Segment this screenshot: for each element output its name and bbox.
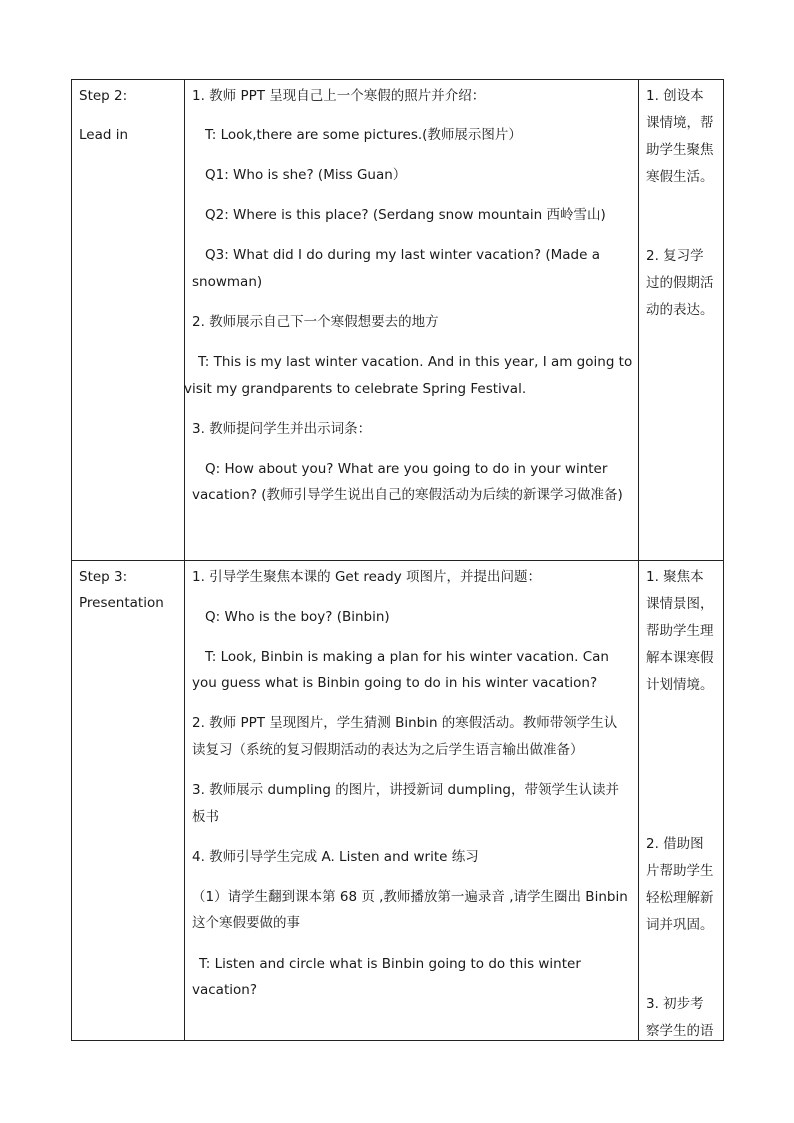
content-line: you guess what is Binbin going to do in his winter vacation? xyxy=(192,675,598,691)
content-line: 4. 教师引导学生完成 A. Listen and write 练习 xyxy=(192,849,479,865)
aim-line: 助学生聚焦 xyxy=(646,142,714,158)
aim-line: 片帮助学生 xyxy=(646,863,714,879)
content-line: 2. 教师展示自己下一个寒假想要去的地方 xyxy=(192,314,439,330)
aim-line: 1. 聚焦本 xyxy=(646,569,704,585)
column-divider-2 xyxy=(638,79,639,1041)
content-line: Q: Who is the boy? (Binbin) xyxy=(205,609,390,625)
content-line: 3. 教师展示 dumpling 的图片，讲授新词 dumpling，带领学生认读并 xyxy=(192,782,619,798)
table-border-top xyxy=(71,79,724,80)
aim-line: 寒假生活。 xyxy=(646,169,714,185)
step-name: Presentation xyxy=(79,595,164,611)
content-line: visit my grandparents to celebrate Spring Festival. xyxy=(184,381,527,397)
aim-line: 2. 借助图 xyxy=(646,836,704,852)
aim-line: 2. 复习学 xyxy=(646,248,704,264)
column-divider-1 xyxy=(184,79,185,1041)
step-title: Step 2: xyxy=(79,88,128,104)
content-line: 读复习（系统的复习假期活动的表达为之后学生语言输出做准备） xyxy=(192,742,584,758)
step-name: Lead in xyxy=(79,127,129,143)
content-line: 3. 教师提问学生并出示词条： xyxy=(192,421,372,437)
step-title: Step 3: xyxy=(79,569,128,585)
content-line: 1. 引导学生聚焦本课的 Get ready 项图片，并提出问题： xyxy=(192,569,541,585)
aim-line: 轻松理解新 xyxy=(646,890,714,906)
table-border-left xyxy=(71,79,72,1041)
aim-line: 课情景图， xyxy=(646,596,714,612)
aim-line: 计划情境。 xyxy=(646,677,714,693)
aim-line: 3. 初步考 xyxy=(646,996,704,1012)
content-line: T: Listen and circle what is Binbin going to do this winter xyxy=(199,956,581,972)
content-line: （1）请学生翻到课本第 68 页 ,教师播放第一遍录音 ,请学生圈出 Binbin xyxy=(192,889,628,905)
content-line: T: Look,there are some pictures.(教师展示图片） xyxy=(205,127,522,143)
content-line: T: This is my last winter vacation. And in this year, I am going to xyxy=(198,354,633,370)
aim-line: 帮助学生理 xyxy=(646,623,714,639)
content-line: Q1: Who is she? (Miss Guan） xyxy=(205,167,407,183)
content-line: 板书 xyxy=(192,809,219,825)
row-divider xyxy=(71,560,724,561)
aim-line: 1. 创设本 xyxy=(646,88,704,104)
content-line: 这个寒假要做的事 xyxy=(192,915,300,931)
content-line: T: Look, Binbin is making a plan for his winter vacation. Can xyxy=(205,649,609,665)
content-line: 2. 教师 PPT 呈现图片，学生猜测 Binbin 的寒假活动。教师带领学生认 xyxy=(192,715,618,731)
content-line: vacation? xyxy=(192,982,257,998)
aim-line: 察学生的语 xyxy=(646,1023,714,1039)
aim-line: 动的表达。 xyxy=(646,302,714,318)
table-border-right xyxy=(723,79,724,1041)
aim-line: 过的假期活 xyxy=(646,275,714,291)
content-line: 1. 教师 PPT 呈现自己上一个寒假的照片并介绍： xyxy=(192,88,486,104)
aim-line: 解本课寒假 xyxy=(646,650,714,666)
content-line: vacation? (教师引导学生说出自己的寒假活动为后续的新课学习做准备) xyxy=(192,487,623,503)
content-line: snowman) xyxy=(192,274,263,290)
content-line: Q2: Where is this place? (Serdang snow mountain 西岭雪山) xyxy=(205,207,606,223)
table-border-bottom xyxy=(71,1040,724,1041)
aim-line: 课情境，帮 xyxy=(646,115,714,131)
aim-line: 词并巩固。 xyxy=(646,917,714,933)
content-line: Q3: What did I do during my last winter vacation? (Made a xyxy=(205,247,600,263)
content-line: Q: How about you? What are you going to do in your winter xyxy=(205,461,608,477)
lesson-plan-table xyxy=(71,79,724,1041)
